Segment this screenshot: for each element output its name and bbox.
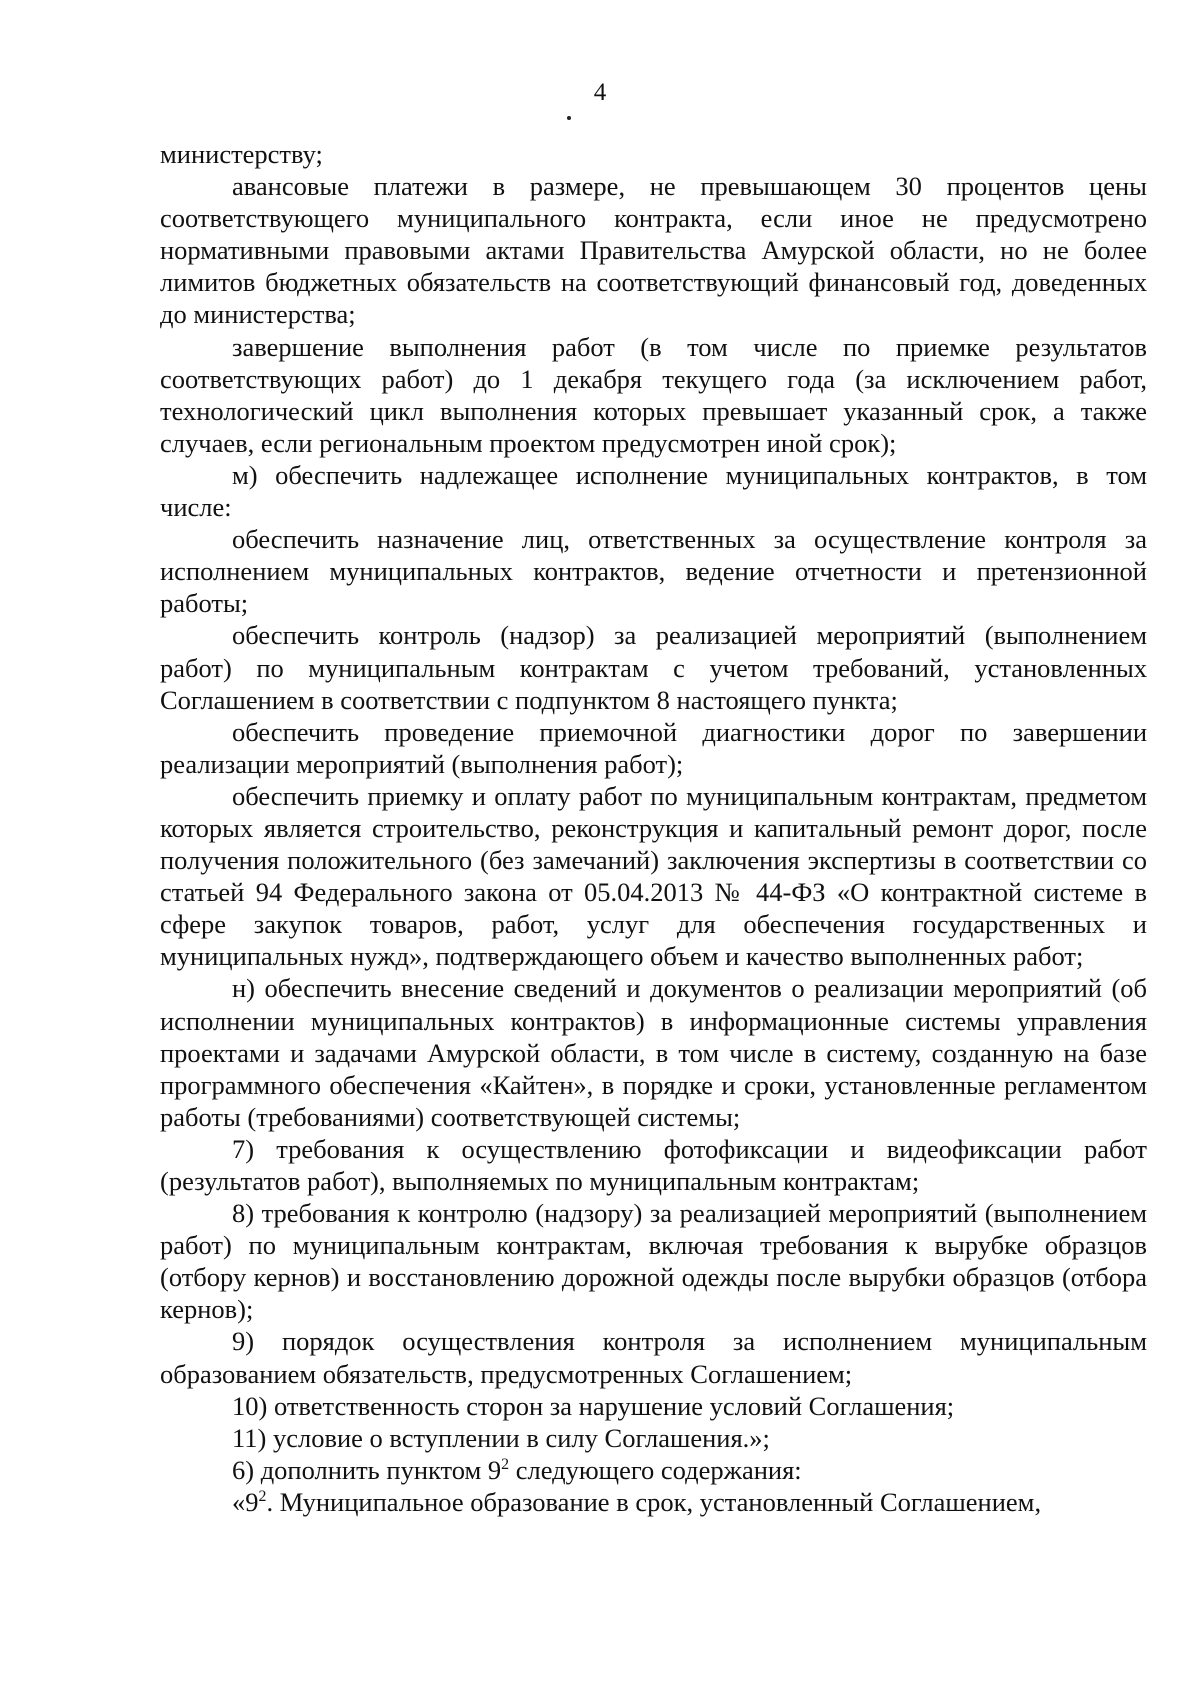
paragraph-5: обеспечить назначение лиц, ответственных за осуществление контроля за исполнением муниципальных контрактов, ведение отчетности и претензионной работы; bbox=[160, 524, 1147, 619]
paragraph-1: министерству; bbox=[160, 139, 323, 169]
paragraph-7: обеспечить проведение приемочной диагностики дорог по завершении реализации мероприятий (выполнения работ); bbox=[160, 716, 1147, 779]
paragraph-3: завершение выполнения работ (в том числе по приемке результатов соответствующих работ) до 1 декабря текущего года (за исключением работ, технологический цикл выполнения которых превышает указанный срок, а также случаев, если региональным проектом предусмотрен иной срок); bbox=[160, 331, 1147, 458]
paragraph-14: 11) условие о вступлении в силу Соглашения.»; bbox=[232, 1422, 770, 1453]
paragraph-9: н) обеспечить внесение сведений и документов о реализации мероприятий (об исполнении муниципальных контрактов) в информационные системы управления проектами и задачами Амурской области, в том числе в систему, созданную на базе программного обеспечения «Кайтен», в порядке и сроки, установленные регламентом работы (требованиями) соответствующей системы; bbox=[160, 973, 1147, 1132]
p15-superscript: 2 bbox=[501, 1456, 510, 1474]
body-text bbox=[160, 138, 1147, 1518]
p15-text-before: 6) дополнить пунктом 9 bbox=[232, 1454, 502, 1485]
paragraph-15 bbox=[160, 1454, 1147, 1486]
p16-text-before: «9 bbox=[232, 1486, 259, 1517]
paragraph-2: авансовые платежи в размере, не превышающем 30 процентов цены соответствующего муниципального контракта, если иное не предусмотрено нормативными правовыми актами Правительства Амурской области, но не более лимитов бюджетных обязательств на соответствующий финансовый год, доведенных до министерства; bbox=[160, 171, 1147, 330]
page-number: 4 bbox=[593, 79, 607, 106]
p16-superscript: 2 bbox=[258, 1488, 267, 1506]
p15-text-after: следующего содержания: bbox=[509, 1454, 802, 1485]
p16-text-after: . Муниципальное образование в срок, установленный Соглашением, bbox=[266, 1486, 1042, 1517]
paragraph-6: обеспечить контроль (надзор) за реализацией мероприятий (выполнением работ) по муниципальным контрактам с учетом требований, установленных Соглашением в соответствии с подпунктом 8 настоящего пункта; bbox=[160, 620, 1147, 715]
paragraph-10: 7) требования к осуществлению фотофиксации и видеофиксации работ (результатов работ), выполняемых по муниципальным контрактам; bbox=[160, 1133, 1147, 1196]
paragraph-13: 10) ответственность сторон за нарушение условий Соглашения; bbox=[232, 1390, 955, 1421]
paragraph-4: м) обеспечить надлежащее исполнение муниципальных контрактов, в том числе: bbox=[160, 459, 1147, 523]
paragraph-16 bbox=[160, 1486, 1147, 1518]
paragraph-8: обеспечить приемку и оплату работ по муниципальным контрактам, предметом которых является строительство, реконструкция и капитальный ремонт дорог, после получения положительного (без замечаний) заключения экспертизы в соответствии со статьей 94 Федерального закона от 05.04.2013 № 44-ФЗ «О контрактной системе в сфере закупок товаров, работ, услуг для обеспечения государственных и муниципальных нужд», подтверждающего объем и качество выполненных работ; bbox=[160, 780, 1147, 972]
paragraph-12: 9) порядок осуществления контроля за исполнением муниципальным образованием обязательств, предусмотренных Соглашением; bbox=[160, 1326, 1147, 1389]
paragraph-11: 8) требования к контролю (надзору) за реализацией мероприятий (выполнением работ) по муниципальным контрактам, включая требования к вырубке образцов (отбору кернов) и восстановлению дорожной одежды после вырубки образцов (отбора кернов); bbox=[160, 1198, 1147, 1325]
scan-dot bbox=[567, 116, 571, 120]
